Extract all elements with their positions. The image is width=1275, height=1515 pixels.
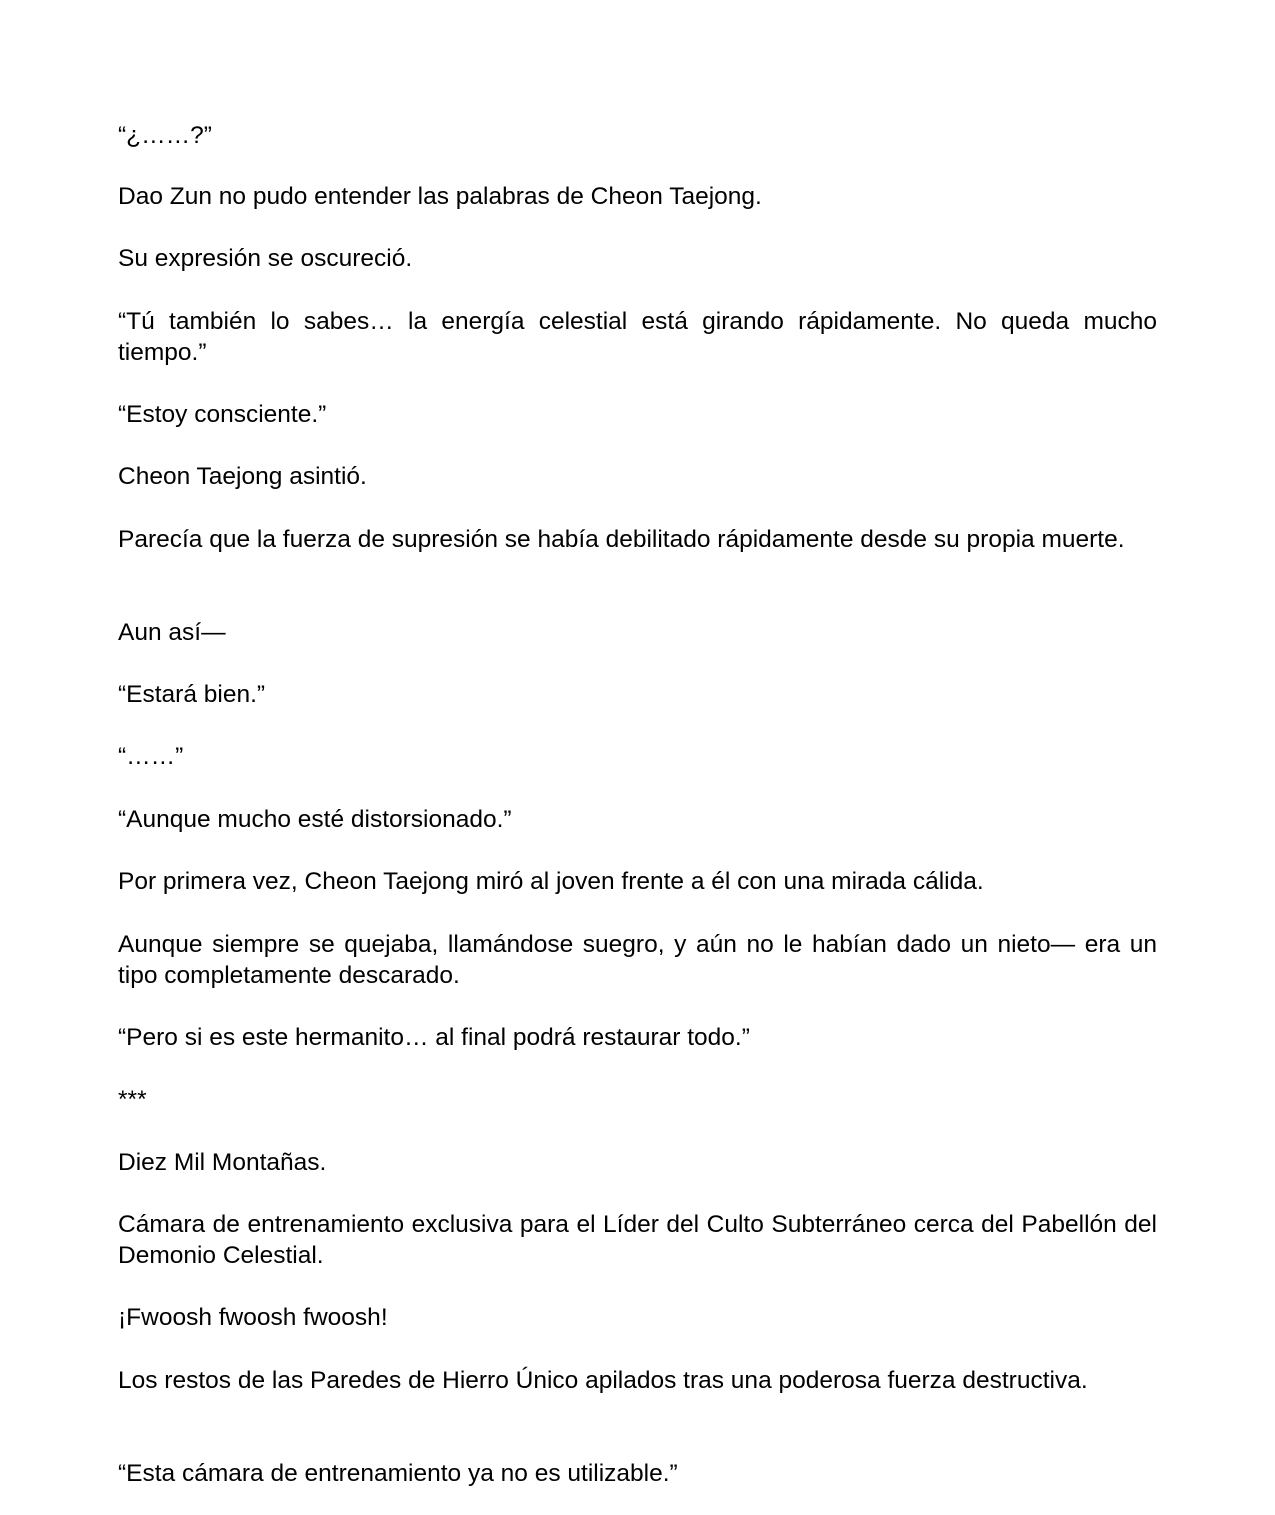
- paragraph: Su expresión se oscureció.: [118, 245, 413, 272]
- paragraph: “Aunque mucho esté distorsionado.”: [118, 806, 512, 833]
- paragraph: “Esta cámara de entrenamiento ya no es utilizable.”: [118, 1460, 678, 1487]
- paragraph: Aun así—: [118, 619, 226, 646]
- paragraph: “……”: [118, 743, 184, 770]
- paragraph: Dao Zun no pudo entender las palabras de Cheon Taejong.: [118, 183, 762, 210]
- paragraph: “Pero si es este hermanito… al final podrá restaurar todo.”: [118, 1024, 750, 1051]
- paragraph: “Estoy consciente.”: [118, 401, 327, 428]
- paragraph: Aunque siempre se quejaba, llamándose suegro, y aún no le habían dado un nieto— era un tipo completamente descarado.: [118, 931, 1157, 989]
- paragraph: Cheon Taejong asintió.: [118, 463, 367, 490]
- paragraph: ¡Fwoosh fwoosh fwoosh!: [118, 1304, 388, 1331]
- paragraph: Los restos de las Paredes de Hierro Único apilados tras una poderosa fuerza destructiva.: [118, 1367, 1088, 1394]
- paragraph: “¿……?”: [118, 122, 212, 149]
- paragraph: Parecía que la fuerza de supresión se había debilitado rápidamente desde su propia muerte.: [118, 526, 1125, 553]
- document-page: [118, 0, 1157, 1515]
- paragraph: “Estará bien.”: [118, 681, 266, 708]
- scene-break: ***: [118, 1086, 147, 1113]
- paragraph: Diez Mil Montañas.: [118, 1149, 327, 1176]
- paragraph: Por primera vez, Cheon Taejong miró al joven frente a él con una mirada cálida.: [118, 868, 984, 895]
- paragraph: “Tú también lo sabes… la energía celestial está girando rápidamente. No queda mucho tiempo.”: [118, 308, 1157, 366]
- paragraph: Cámara de entrenamiento exclusiva para el Líder del Culto Subterráneo cerca del Pabellón del Demonio Celestial.: [118, 1211, 1157, 1269]
